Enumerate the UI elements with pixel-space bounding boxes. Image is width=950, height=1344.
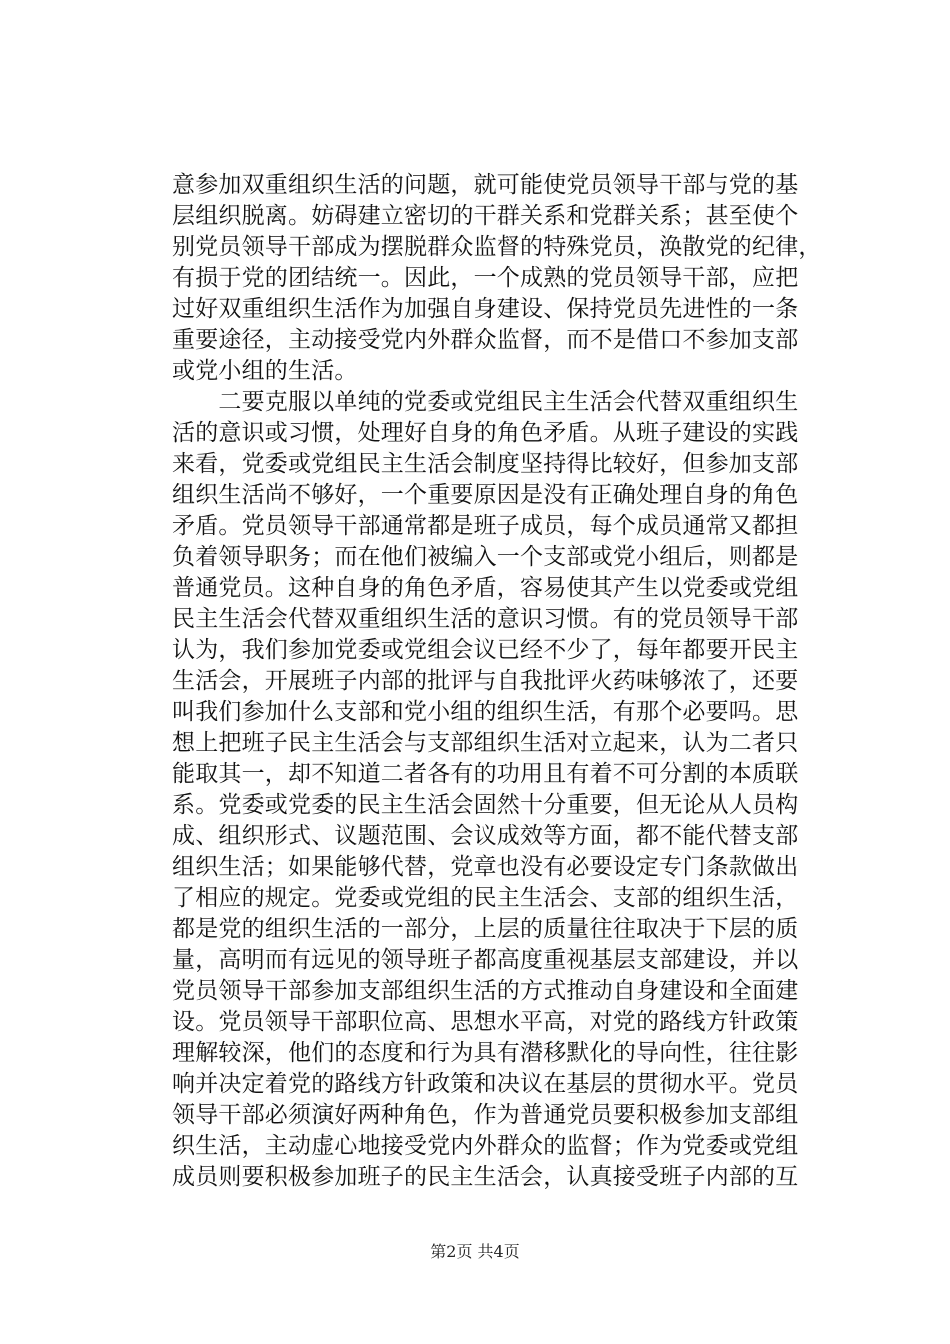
text-line: 领导干部必须演好两种角色，作为普通党员要积极参加支部组 bbox=[172, 1102, 799, 1128]
text-line: 想上把班子民主生活会与支部组织生活对立起来，认为二者只 bbox=[172, 730, 799, 756]
text-line: 矛盾。党员领导干部通常都是班子成员，每个成员通常又都担 bbox=[172, 513, 799, 539]
text-line: 生活会，开展班子内部的批评与自我批评火药味够浓了，还要 bbox=[172, 668, 799, 694]
text-line: 普通党员。这种自身的角色矛盾，容易使其产生以党委或党组 bbox=[172, 575, 799, 601]
text-line: 设。党员领导干部职位高、思想水平高，对党的路线方针政策 bbox=[172, 1009, 799, 1035]
text-line: 重要途径，主动接受党内外群众监督，而不是借口不参加支部 bbox=[172, 327, 799, 353]
text-line: 民主生活会代替双重组织生活的意识习惯。有的党员领导干部 bbox=[172, 606, 799, 632]
text-line: 活的意识或习惯，处理好自身的角色矛盾。从班子建设的实践 bbox=[172, 420, 799, 446]
text-line: 成员则要积极参加班子的民主生活会，认真接受班子内部的互 bbox=[172, 1164, 799, 1190]
text-line: 能取其一，却不知道二者各有的功用且有着不可分割的本质联 bbox=[172, 761, 799, 787]
text-line: 来看，党委或党组民主生活会制度坚持得比较好，但参加支部 bbox=[172, 451, 799, 477]
text-line: 响并决定着党的路线方针政策和决议在基层的贯彻水平。党员 bbox=[172, 1071, 799, 1097]
text-line: 或党小组的生活。 bbox=[172, 358, 358, 384]
page-footer: 第2页 共4页 bbox=[430, 1242, 520, 1261]
text-line: 都是党的组织生活的一部分，上层的质量往往取决于下层的质 bbox=[172, 916, 799, 942]
text-line: 量，高明而有远见的领导班子都高度重视基层支部建设，并以 bbox=[172, 947, 799, 973]
text-line: 过好双重组织生活作为加强自身建设、保持党员先进性的一条 bbox=[172, 296, 799, 322]
text-line: 二要克服以单纯的党委或党组民主生活会代替双重组织生 bbox=[172, 389, 799, 415]
text-line: 负着领导职务；而在他们被编入一个支部或党小组后，则都是 bbox=[172, 544, 799, 570]
text-line: 意参加双重组织生活的问题，就可能使党员领导干部与党的基 bbox=[172, 172, 799, 198]
text-line: 了相应的规定。党委或党组的民主生活会、支部的组织生活， bbox=[172, 885, 799, 911]
text-line: 织生活，主动虚心地接受党内外群众的监督；作为党委或党组 bbox=[172, 1133, 799, 1159]
text-line: 有损于党的团结统一。因此，一个成熟的党员领导干部，应把 bbox=[172, 265, 799, 291]
text-line: 叫我们参加什么支部和党小组的组织生活，有那个必要吗。思 bbox=[172, 699, 799, 725]
text-line: 组织生活尚不够好，一个重要原因是没有正确处理自身的角色 bbox=[172, 482, 799, 508]
text-line: 系。党委或党委的民主生活会固然十分重要，但无论从人员构 bbox=[172, 792, 799, 818]
text-line: 理解较深，他们的态度和行为具有潜移默化的导向性，往往影 bbox=[172, 1040, 799, 1066]
text-line: 认为，我们参加党委或党组会议已经不少了，每年都要开民主 bbox=[172, 637, 799, 663]
body-text bbox=[172, 170, 822, 1193]
text-line: 党员领导干部参加支部组织生活的方式推动自身建设和全面建 bbox=[172, 978, 799, 1004]
text-line: 成、组织形式、议题范围、会议成效等方面，都不能代替支部 bbox=[172, 823, 799, 849]
text-line: 组织生活；如果能够代替，党章也没有必要设定专门条款做出 bbox=[172, 854, 799, 880]
text-line: 层组织脱离。妨碍建立密切的干群关系和党群关系；甚至使个 bbox=[172, 203, 799, 229]
text-line: 别党员领导干部成为摆脱群众监督的特殊党员，涣散党的纪律， bbox=[172, 234, 822, 260]
